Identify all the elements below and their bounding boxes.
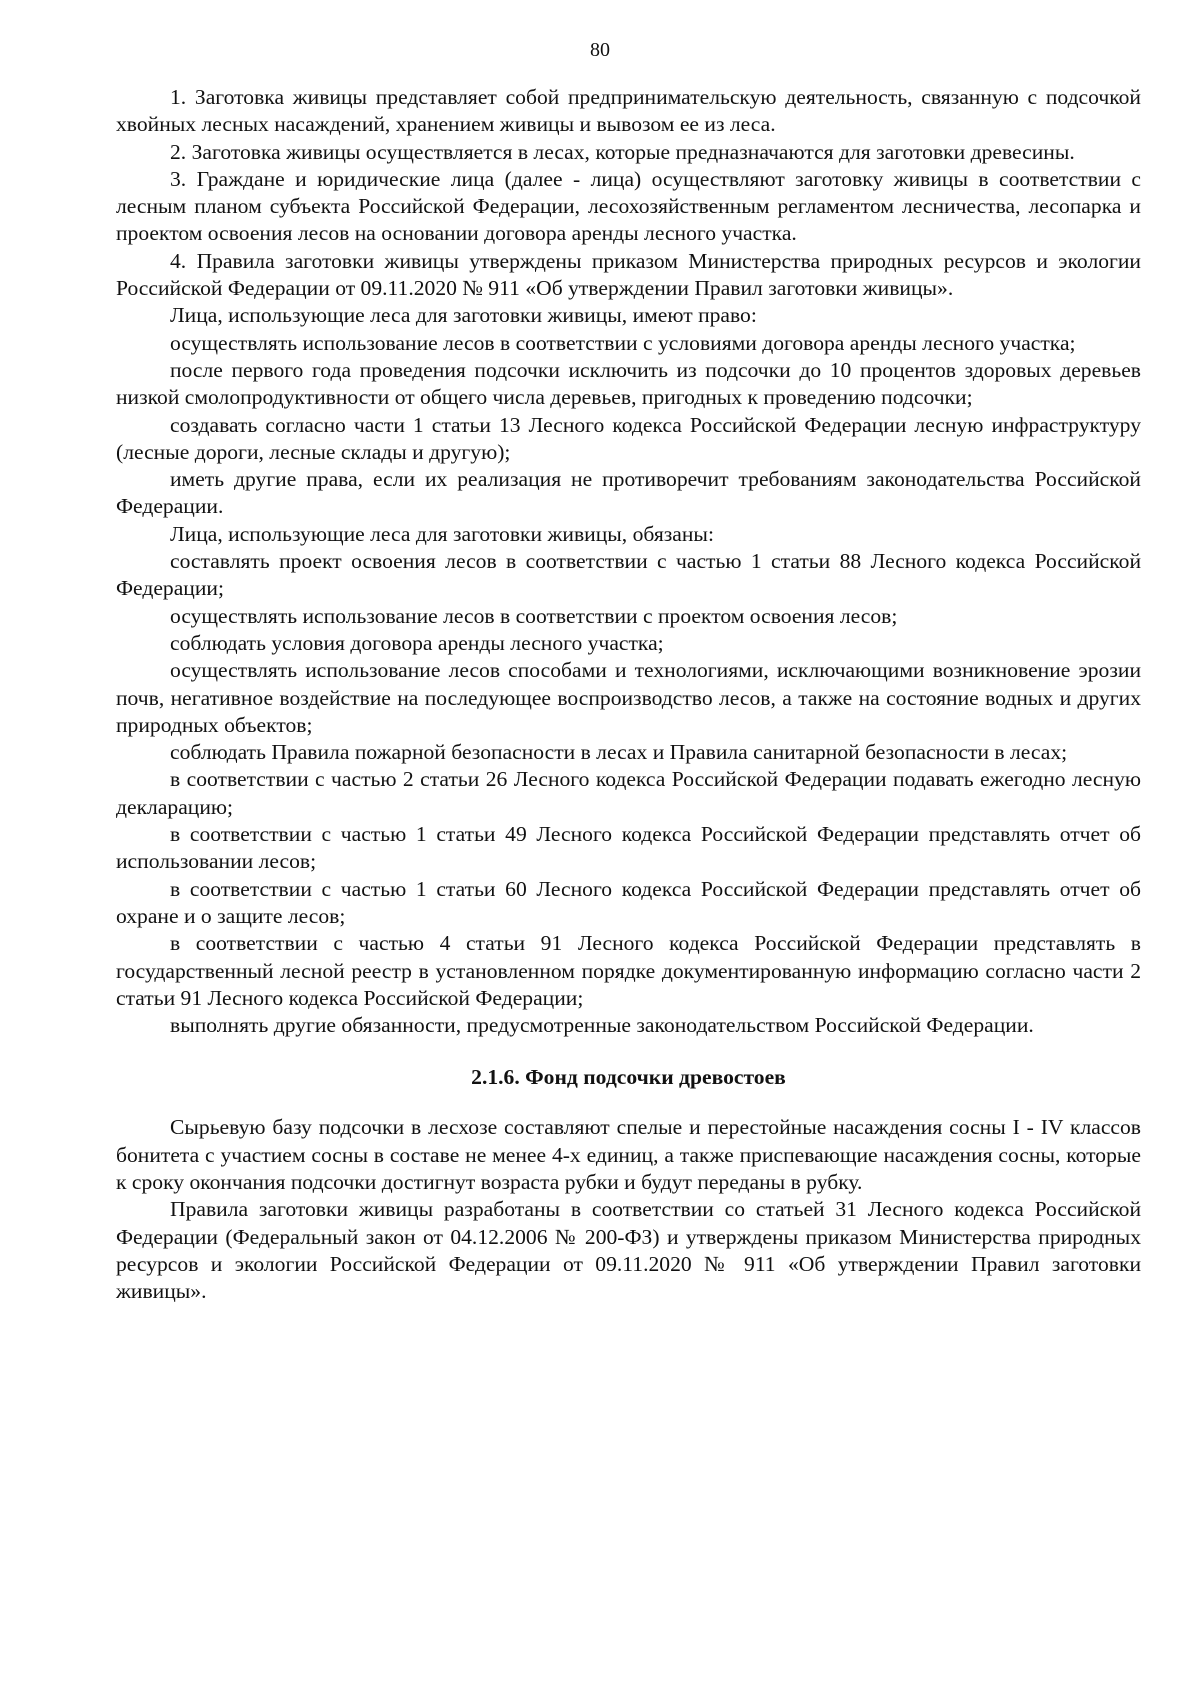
rights-item: осуществлять использование лесов в соответствии с условиями договора аренды лесного участка; — [170, 330, 1076, 355]
obligations-item: осуществлять использование лесов в соответствии с проектом освоения лесов; — [170, 603, 898, 628]
list-item-3: 3. Граждане и юридические лица (далее - лица) осуществляют заготовку живицы в соответствии с лесным планом субъекта Российской Федерации, лесохозяйственным регламентом лесничества, лесопарка и проектом освоения лесов на основании договора аренды лесного участка. — [116, 166, 1141, 246]
rights-item: создавать согласно части 1 статьи 13 Лесного кодекса Российской Федерации лесную инфраструктуру (лесные дороги, лесные склады и другую); — [116, 412, 1141, 464]
list-item-2: 2. Заготовка живицы осуществляется в лесах, которые предназначаются для заготовки древесины. — [170, 139, 1075, 164]
section-paragraph: Сырьевую базу подсочки в лесхозе составляют спелые и перестойные насаждения сосны I - IV классов бонитета с участием сосны в составе не менее 4-х единиц, а также приспевающие насаждения сосны, которые к сроку окончания подсочки достигнут возраста рубки и будут переданы в рубку. — [116, 1115, 1141, 1194]
list-item-1: 1. Заготовка живицы представляет собой предпринимательскую деятельность, связанную с подсочкой хвойных лесных насаждений, хранением живицы и вывозом ее из леса. — [116, 85, 1141, 137]
obligations-item: выполнять другие обязанности, предусмотренные законодательством Российской Федерации. — [170, 1013, 1034, 1038]
obligations-item: в соответствии с частью 2 статьи 26 Лесного кодекса Российской Федерации подавать ежегодно лесную декларацию; — [116, 767, 1141, 819]
rights-intro: Лица, использующие леса для заготовки живицы, имеют право: — [170, 303, 757, 328]
list-item-4: 4. Правила заготовки живицы утверждены приказом Министерства природных ресурсов и экологии Российской Федерации от 09.11.2020 № 911 «Об утверждении Правил заготовки живицы». — [116, 248, 1141, 301]
rights-item: иметь другие права, если их реализация не противоречит требованиям законодательства Российской Федерации. — [116, 467, 1141, 519]
section-paragraph: Правила заготовки живицы разработаны в соответствии со статьей 31 Лесного кодекса Российской Федерации (Федеральный закон от 04.12.2006 № 200-ФЗ) и утверждены приказом Министерства природных ресурсов и экологии Российской Федерации от 09.11.2020 № 911 «Об утверждении Правил заготовки живицы». — [116, 1197, 1141, 1304]
obligations-item: соблюдать Правила пожарной безопасности в лесах и Правила санитарной безопасности в лесах; — [170, 740, 1068, 765]
rights-item: после первого года проведения подсочки исключить из подсочки до 10 процентов здоровых деревьев низкой смолопродуктивности от общего числа деревьев, пригодных к проведению подсочки; — [116, 357, 1141, 410]
obligations-item: в соответствии с частью 1 статьи 49 Лесного кодекса Российской Федерации представлять отчет об использовании лесов; — [116, 822, 1141, 874]
obligations-intro: Лица, использующие леса для заготовки живицы, обязаны: — [170, 521, 714, 546]
section-heading: 2.1.6. Фонд подсочки древостоев — [471, 1065, 786, 1090]
obligations-item: соблюдать условия договора аренды лесного участка; — [170, 630, 664, 655]
page-number: 80 — [590, 39, 610, 61]
obligations-item: в соответствии с частью 4 статьи 91 Лесного кодекса Российской Федерации представлять в государственный лесной реестр в установленном порядке документированную информацию согласно части 2 статьи 91 Лесного кодекса Российской Федерации; — [116, 931, 1141, 1010]
page-content — [116, 84, 1141, 1305]
obligations-item: составлять проект освоения лесов в соответствии с частью 1 статьи 88 Лесного кодекса Российской Федерации; — [116, 549, 1141, 601]
obligations-item: в соответствии с частью 1 статьи 60 Лесного кодекса Российской Федерации представлять отчет об охране и о защите лесов; — [116, 876, 1141, 928]
obligations-item: осуществлять использование лесов способами и технологиями, исключающими возникновение эрозии почв, негативное воздействие на последующее воспроизводство лесов, а также на состояние водных и других природных объектов; — [116, 658, 1141, 737]
